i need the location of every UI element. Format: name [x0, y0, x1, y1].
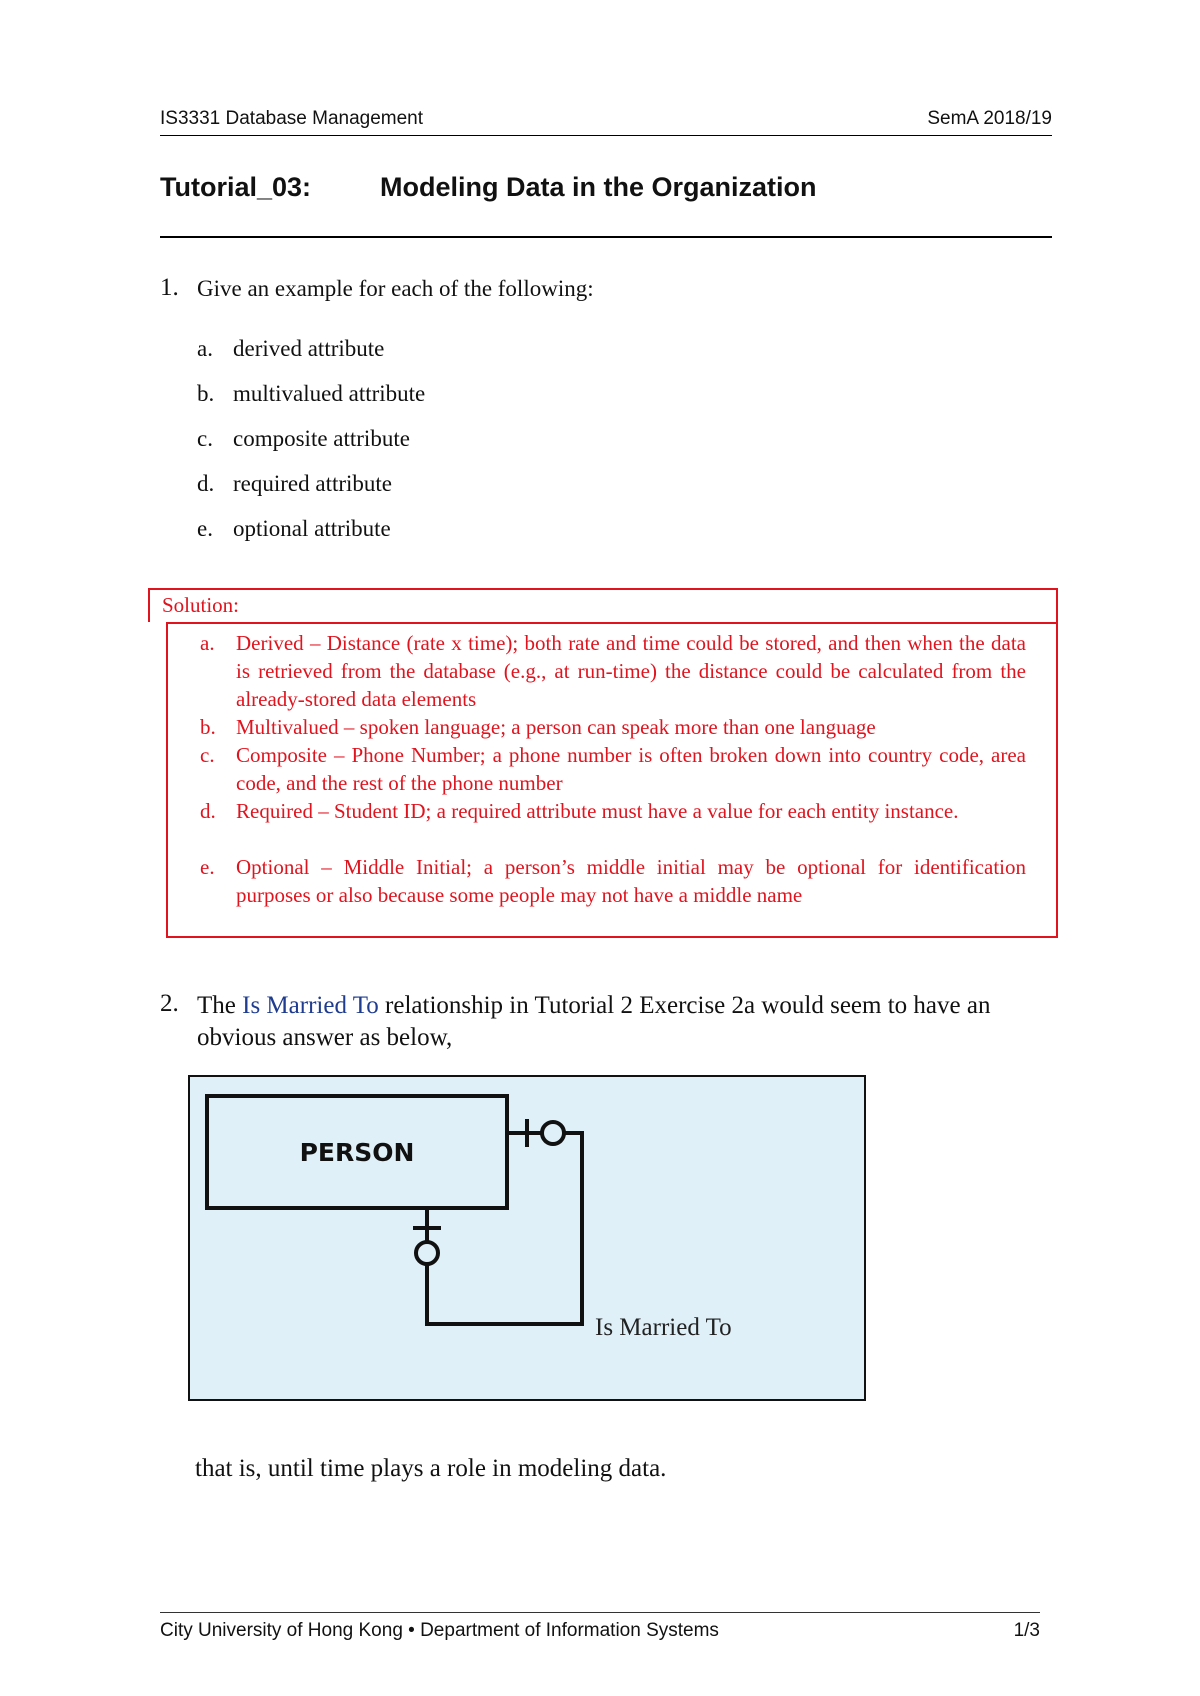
footer-department: City University of Hong Kong • Department of Information Systems — [160, 1620, 719, 1641]
solution-item — [200, 629, 1026, 713]
question-2-text-after: relationship in Tutorial 2 Exercise 2a would seem to have an obvious answer as below, — [197, 992, 991, 1051]
list-item-letter: a. — [197, 336, 213, 361]
list-item-text: optional attribute — [233, 516, 391, 541]
solution-item-letter: c. — [200, 743, 215, 767]
solution-item — [200, 853, 1026, 909]
list-item — [197, 336, 384, 362]
cardinality-zero-circle-right — [542, 1122, 564, 1144]
entity-person-label: PERSON — [299, 1138, 415, 1167]
header-course: IS3331 Database Management — [160, 108, 424, 129]
solution-item — [200, 713, 1026, 741]
solution-item-text: Composite – Phone Number; a phone number is often broken down into country code, area code, and the rest of the phone number — [236, 743, 1026, 795]
question-1-text: Give an example for each of the following: — [197, 276, 594, 301]
solution-item — [200, 797, 1026, 825]
solution-item-letter: d. — [200, 799, 216, 823]
list-item-text: derived attribute — [233, 336, 385, 361]
list-item-letter: e. — [197, 516, 213, 541]
list-item-text: multivalued attribute — [233, 381, 426, 406]
header-divider — [160, 135, 1052, 136]
solution-left-border — [166, 622, 168, 938]
cardinality-zero-circle-bottom — [416, 1242, 438, 1264]
solution-item-text: Derived – Distance (rate x time); both rate and time could be stored, and then when the data is retrieved from the database (e.g., at run-time) the distance could be calculated from the already-stored data elements — [236, 631, 1026, 711]
question-2-text — [197, 990, 1037, 1054]
solution-box — [148, 588, 1058, 938]
tutorial-number: Tutorial_03: — [160, 172, 312, 202]
solution-item-text: Optional – Middle Initial; a person’s middle initial may be optional for identification purposes or also because some people may not have a middle name — [236, 855, 1026, 907]
footer-divider — [160, 1612, 1040, 1613]
solution-item — [200, 741, 1026, 797]
solution-item-text: Required – Student ID; a required attribute must have a value for each entity instance. — [236, 799, 959, 823]
relationship-label: Is Married To — [595, 1314, 732, 1341]
list-item-text: required attribute — [233, 471, 393, 496]
page-title: Modeling Data in the Organization — [380, 172, 817, 202]
er-diagram — [188, 1075, 866, 1401]
solution-item-letter: e. — [200, 855, 215, 879]
question-2-text-before: The — [197, 992, 243, 1019]
question-2-number: 2. — [160, 990, 179, 1017]
list-item-letter: b. — [197, 381, 215, 406]
list-item-letter: c. — [197, 426, 213, 451]
list-item — [197, 516, 391, 542]
list-item-text: composite attribute — [233, 426, 410, 451]
list-item — [197, 471, 392, 497]
solution-item-letter: b. — [200, 715, 216, 739]
header-term: SemA 2018/19 — [927, 108, 1052, 129]
list-item — [197, 426, 410, 452]
title-divider — [160, 236, 1052, 238]
solution-item-letter: a. — [200, 631, 215, 655]
relationship-name: Is Married To — [242, 992, 379, 1019]
list-item — [197, 381, 425, 407]
solution-gap — [148, 622, 166, 940]
question-1-number: 1. — [160, 274, 179, 301]
solution-label: Solution: — [150, 590, 1056, 624]
list-item-letter: d. — [197, 471, 215, 496]
page-number: 1/3 — [1013, 1620, 1040, 1641]
er-diagram-svg — [190, 1077, 864, 1399]
solution-item-text: Multivalued – spoken language; a person can speak more than one language — [236, 715, 876, 739]
question-2-followup: that is, until time plays a role in modeling data. — [195, 1455, 667, 1482]
